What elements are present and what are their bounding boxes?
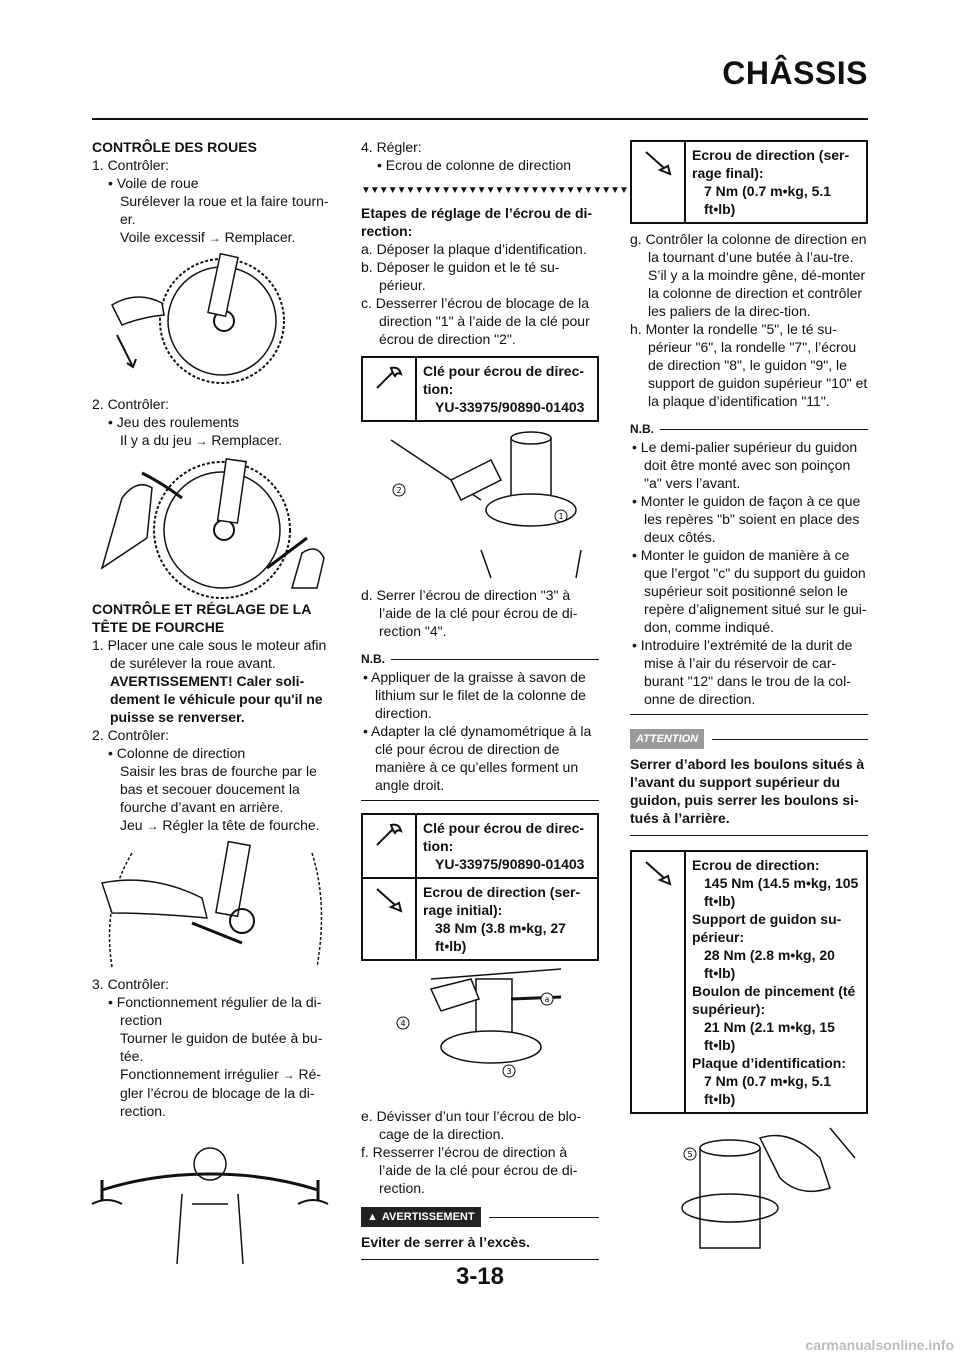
step-1-text: Surélever la roue et la faire tourn-er.	[120, 193, 329, 227]
column-3	[630, 138, 868, 1260]
arrow-icon: →	[146, 819, 159, 833]
result-action: Remplacer.	[224, 229, 296, 245]
spec-value: 7 Nm (0.7 m•kg, 5.1 ft•lb)	[704, 1073, 832, 1107]
column-1	[92, 138, 330, 1272]
spec-value: 21 Nm (2.1 m•kg, 15 ft•lb)	[704, 1019, 835, 1053]
result-condition: Fonctionnement irrégulier	[120, 1066, 279, 1082]
handlebar-figure	[92, 1134, 330, 1264]
note-block	[361, 650, 599, 801]
step-c: c. Desserrer l’écrou de blocage de la direction "1" à l’aide de la clé pour écrou de direction "2".	[361, 295, 590, 347]
spec-value: 38 Nm (3.8 m•kg, 27 ft•lb)	[435, 920, 566, 954]
step-1-bullet: • Voile de roue	[108, 175, 199, 191]
spec-value: 28 Nm (2.8 m•kg, 20 ft•lb)	[704, 947, 835, 981]
header-rule	[92, 118, 868, 120]
spec-value: 145 Nm (14.5 m•kg, 105 ft•lb)	[704, 875, 859, 909]
step-2-bullet: • Jeu des roulements	[108, 414, 239, 430]
step-1: 1. Placer une cale sous le moteur afin de surélever la roue avant.	[92, 637, 327, 671]
step-f: f. Resserrer l’écrou de direction à l’aide de la clé pour écrou de di-rection.	[361, 1144, 578, 1196]
step-b: b. Déposer le guidon et le té su-périeur.	[361, 259, 560, 293]
steering-nut-figure	[361, 969, 599, 1099]
wrench-icon	[363, 358, 417, 420]
callout-3: 3	[506, 1067, 512, 1076]
note-item: • Monter le guidon de manière à ce que l’ergot "c" du support du guidon supérieur soit positionné selon le repère d’alignement situé sur le gui-don, comme indiqué.	[632, 547, 867, 635]
warning-text: AVERTISSEMENT! Caler soli-dement le véhicule pour qu'il ne puisse se renverser.	[110, 673, 323, 725]
arrow-icon: →	[195, 434, 208, 448]
step-g: g. Contrôler la colonne de direction en la tournant d’une butée à l’au-tre. S’il y a la moindre gêne, dé-monter la colonne de direction et contrôler les paliers de la direc-tion.	[630, 231, 867, 319]
step-3: 3. Contrôler:	[92, 976, 170, 992]
locknut-wrench-figure	[361, 430, 599, 578]
spec-group	[361, 813, 599, 961]
step-1-result	[92, 228, 330, 247]
step-2-result	[92, 431, 330, 450]
torque-wrench-icon	[632, 852, 686, 1112]
callout-a: a	[544, 995, 550, 1004]
step-3-text: Tourner le guidon de butée à bu-tée.	[120, 1030, 323, 1064]
step-3-result	[92, 1065, 330, 1120]
warning-badge	[361, 1207, 481, 1227]
spec-label: Ecrou de direction:	[692, 857, 820, 873]
spec-value: YU-33975/90890-01403	[435, 856, 585, 872]
warning-block	[361, 1207, 599, 1227]
note-label: N.B.	[630, 422, 654, 436]
step-2-bullet: • Colonne de direction	[108, 745, 246, 761]
step-d: d. Serrer l’écrou de direction "3" à l’aide de la clé pour écrou de di-rection "4".	[361, 587, 578, 639]
step-4: 4. Régler:	[361, 139, 422, 155]
caution-badge: ATTENTION	[630, 729, 704, 749]
result-condition: Jeu	[120, 817, 143, 833]
spec-label: Clé pour écrou de direc-tion:	[423, 820, 585, 854]
torque-wrench-icon	[632, 142, 686, 222]
note-block	[630, 420, 868, 715]
column-2	[361, 138, 628, 1260]
spec-label: Clé pour écrou de direc-tion:	[423, 363, 585, 397]
page-number: 3-18	[455, 1263, 505, 1290]
spec-label: Ecrou de direction (ser-rage final):	[692, 147, 850, 181]
procedure-title: Etapes de réglage de l’écrou de di-rection:	[361, 205, 593, 239]
page-title: CHÂSSIS	[722, 55, 868, 91]
watermark: carmanualsonline.info	[805, 1337, 954, 1353]
step-1: 1. Contrôler:	[92, 157, 170, 173]
note-item: • Adapter la clé dynamométrique à la clé pour écrou de direction de manière à ce qu’elles forment un angle droit.	[363, 723, 592, 793]
result-condition: Voile excessif	[120, 229, 205, 245]
result-action: Remplacer.	[211, 432, 283, 448]
section-heading-wheels: CONTRÔLE DES ROUES	[92, 139, 257, 155]
step-2-result	[92, 816, 330, 835]
note-item: • Monter le guidon de façon à ce que les repères "b" soient en place des deux côtés.	[632, 493, 861, 545]
caution-block	[630, 729, 868, 749]
warning-label: AVERTISSEMENT	[381, 1211, 475, 1223]
spec-box-torque	[361, 877, 599, 961]
torque-wrench-icon	[363, 879, 417, 959]
note-item: • Introduire l’extrémité de la durit de mise à l’air du réservoir de car-burant "12" dans le trou de la col-onne de direction.	[632, 637, 853, 707]
note-label: N.B.	[361, 652, 385, 666]
warning-text: Eviter de serrer à l’excès.	[361, 1234, 530, 1250]
steering-play-figure	[92, 843, 330, 967]
step-3-bullet: • Fonctionnement régulier de la di-rection	[108, 994, 322, 1028]
spec-value: YU-33975/90890-01403	[435, 399, 585, 415]
note-item: • Appliquer de la graisse à savon de lithium sur le filet de la colonne de direction.	[363, 669, 586, 721]
spec-label: Boulon de pincement (té supérieur):	[692, 983, 856, 1017]
result-action: Ré-gler l’écrou de blocage de la di-rection.	[120, 1066, 322, 1119]
wheel-runout-figure	[92, 255, 330, 387]
procedure-start-marker: ▼▼▼▼▼▼▼▼▼▼▼▼▼▼▼▼▼▼▼▼▼▼▼▼▼▼▼▼▼▼	[361, 185, 628, 196]
spec-value: 7 Nm (0.7 m•kg, 5.1 ft•lb)	[704, 183, 832, 217]
spec-label: Support de guidon su-périeur:	[692, 911, 842, 945]
arrow-icon: →	[208, 231, 221, 245]
callout-5: 5	[687, 1150, 693, 1159]
spec-box-torque	[630, 140, 868, 224]
result-condition: Il y a du jeu	[120, 432, 192, 448]
spec-label: Ecrou de direction (ser-rage initial):	[423, 884, 581, 918]
arrow-icon: →	[282, 1068, 295, 1082]
step-2: 2. Contrôler:	[92, 396, 170, 412]
spec-box-torques	[630, 850, 868, 1114]
step-2: 2. Contrôler:	[92, 727, 170, 743]
warning-triangle-icon: ▲	[367, 1211, 378, 1223]
result-action: Régler la tête de fourche.	[162, 817, 320, 833]
step-e: e. Dévisser d’un tour l’écrou de blo-cage de la direction.	[361, 1108, 582, 1142]
bearing-play-figure	[92, 458, 330, 592]
callout-1: 1	[558, 512, 564, 521]
callout-4: 4	[400, 1019, 406, 1028]
step-4-bullet: • Ecrou de colonne de direction	[377, 157, 572, 173]
washer-install-figure	[630, 1128, 868, 1252]
step-2-text: Saisir les bras de fourche par le bas et secouer doucement la fourche d’avant en arrière.	[120, 763, 317, 815]
section-heading-steering: CONTRÔLE ET RÉGLAGE DE LA TÊTE DE FOURCHE	[92, 601, 311, 635]
step-a: a. Déposer la plaque d’identification.	[361, 241, 587, 257]
spec-label: Plaque d’identification:	[692, 1055, 847, 1071]
step-h: h. Monter la rondelle "5", le té su-périeur "6", la rondelle "7", l’écrou de direction "8", le guidon "9", le support de guidon supérieur "10" et la plaque d’identification "11".	[630, 321, 868, 409]
spec-box-tool	[361, 813, 599, 879]
caution-text: Serrer d’abord les boulons situés à l’avant du support supérieur du guidon, puis serrer les boulons si-tués à l’arrière.	[630, 756, 865, 826]
callout-2: 2	[396, 486, 402, 495]
note-item: • Le demi-palier supérieur du guidon doit être monté avec son poinçon "a" vers l’avant.	[632, 439, 858, 491]
spec-box-tool	[361, 356, 599, 422]
wrench-icon	[363, 815, 417, 877]
